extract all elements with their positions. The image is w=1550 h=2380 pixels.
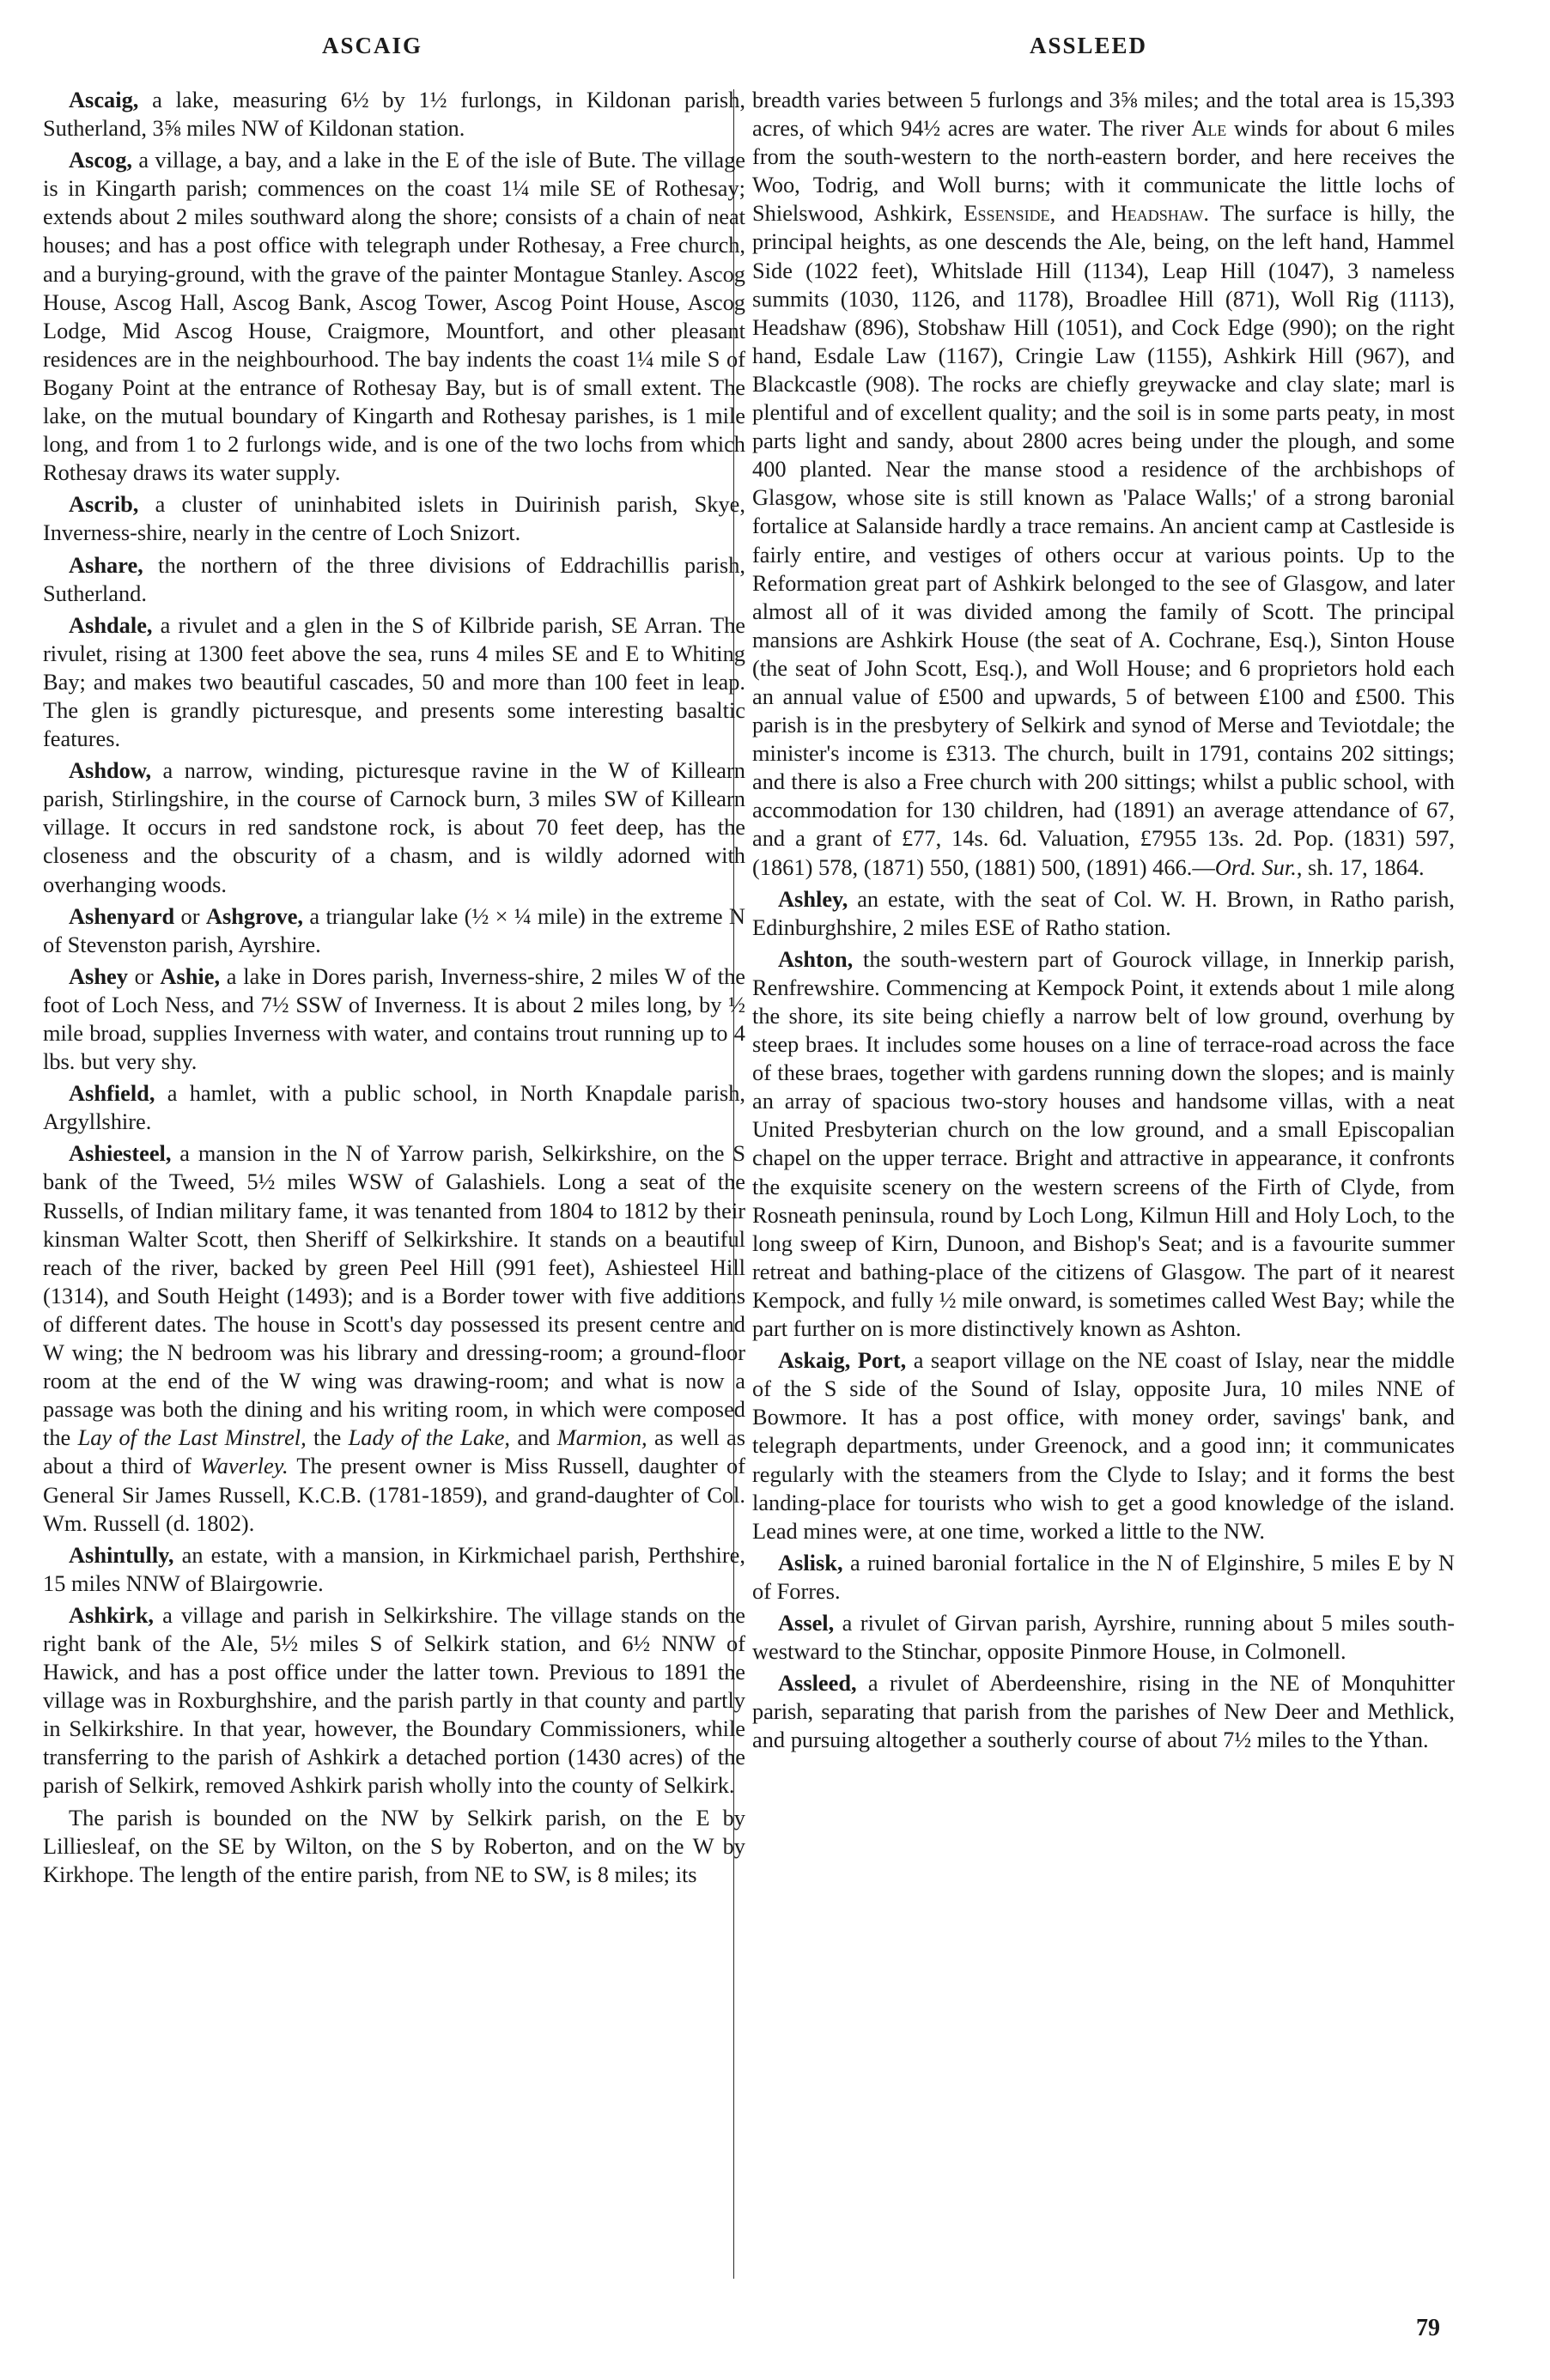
running-header-left: ASCAIG	[322, 33, 423, 58]
entry-ashfield: Ashfield, a hamlet, with a public school, in North Knapdale parish, Argyllshire.	[43, 1080, 745, 1135]
entry-ashenyard: Ashenyard or Ashgrove, a triangular lake (½ × ¼ mile) in the extreme N of Stevenston parish, Ayrshire.	[43, 902, 745, 957]
entry-ashkirk-continued: The parish is bounded on the NW by Selkirk parish, on the E by Lilliesleaf, on the SE by Wilton, on the S by Roberton, and on the W by Kirkhope. The length of the entire parish, from NE to SW, is 8 miles; its	[43, 1804, 745, 1887]
page-number: 79	[1416, 2315, 1440, 2341]
entry-assleed: Assleed, a rivulet of Aberdeenshire, rising in the NE of Monquhitter parish, separating that parish from the parishes of New Deer and Methlick, and pursuing altogether a southerly course of about 7½ miles to the Ythan.	[752, 1670, 1455, 1753]
entry-ashdow: Ashdow, a narrow, winding, picturesque ravine in the W of Killearn parish, Stirlingshire, in the course of Carnock burn, 3 miles SW of Killearn village. It occurs in red sandstone rock, is about 70 feet deep, has the closeness and the obscurity of a chasm, and is wildly adorned with overhanging woods.	[43, 757, 745, 897]
running-header-right: ASSLEED	[1030, 33, 1148, 58]
entry-assel: Assel, a rivulet of Girvan parish, Ayrshire, running about 5 miles south-westward to the Stinchar, opposite Pinmore House, in Colmonell.	[752, 1609, 1455, 1665]
entry-ashkirk-continuation: breadth varies between 5 furlongs and 3⅝ miles; and the total area is 15,393 acres, of which 94½ acres are water. The river Ale winds for about 6 miles from the south-western to the north-eastern border, and here receives the Woo, Todrig, and Woll burns; with it communicate the little lochs of Shielswood, Ashkirk, Essenside, and Headshaw. The surface is hilly, the principal heights, as one descends the Ale, being, on the left hand, Hammel Side (1022 feet), Whitslade Hill (1134), Leap Hill (1047), 3 nameless summits (1030, 1126, and 1178), Broadlee Hill (871), Woll Rig (1113), Headshaw (896), Stobshaw Hill (1051), and Cock Edge (990); on the right hand, Esdale Law (1167), Cringie Law (1155), Ashkirk Hill (967), and Blackcastle (908). The rocks are chiefly greywacke and clay slate; marl is plentiful and of excellent quality; and the soil is in some parts peaty, in most parts light and sandy, about 2800 acres being under the plough, and some 400 planted. Near the manse stood a residence of the archbishops of Glasgow, whose site is still known as 'Palace Walls;' of a strong baronial fortalice at Salanside hardly a trace remains. An ancient camp at Castleside is fairly entire, and vestiges of others occur at various points. Up to the Reformation great part of Ashkirk belonged to the see of Glasgow, and later almost all of it was divided among the family of Scott. The principal mansions are Ashkirk House (the seat of A. Cochrane, Esq.), Sinton House (the seat of John Scott, Esq.), and Woll House; and 6 proprietors hold each an annual value of £500 and upwards, 5 of between £100 and £500. This parish is in the presbytery of Selkirk and synod of Merse and Teviotdale; the minister's income is £313. The church, built in 1791, contains 202 sittings; and there is also a Free church with 200 sittings; whilst a public school, with accommodation for 130 children, had (1891) an average attendance of 67, and a grant of £77, 14s. 6d. Valuation, £7955 13s. 2d. Pop. (1831) 597, (1861) 578, (1871) 550, (1881) 500, (1891) 466.—Ord. Sur., sh. 17, 1864.	[752, 87, 1455, 880]
entry-ashey: Ashey or Ashie, a lake in Dores parish, Inverness-shire, 2 miles W of the foot of Loch Ness, and 7½ SSW of Inverness. It is about 2 miles long, by ½ mile broad, supplies Inverness with water, and contains trout running up to 4 lbs. but very shy.	[43, 962, 745, 1075]
entry-ashton: Ashton, the south-western part of Gourock village, in Innerkip parish, Renfrewshire. Commencing at Kempock Point, it extends about 1 mile along the shore, its site being chiefly a narrow belt of low ground, overhung by steep braes. It includes some houses on a line of terrace-road across the face of these braes, together with gardens running down the slopes; and is mainly an array of spacious two-story houses and handsome villas, with a neat United Presbyterian church on the low ground, and a small Episcopalian chapel on the upper terrace. Bright and attractive in appearance, it confronts the exquisite scenery on the western screens of the Firth of Clyde, from Rosneath peninsula, round by Loch Long, Kilmun Hill and Holy Loch, to the long sweep of Kirn, Dunoon, and Bishop's Seat; and is a favourite summer retreat and bathing-place of the citizens of Glasgow. The part of it nearest Kempock, and fully ½ mile onward, is sometimes called West Bay; while the part further on is more distinctively known as Ashton.	[752, 945, 1455, 1342]
entry-ashiesteel: Ashiesteel, a mansion in the N of Yarrow parish, Selkirkshire, on the S bank of the Tweed, 5½ miles WSW of Galashiels. Long a seat of the Russells, of Indian military fame, it was tenanted from 1804 to 1812 by their kinsman Walter Scott, then Sheriff of Selkirkshire. It stands on a beautiful reach of the river, backed by green Peel Hill (991 feet), Ashiesteel Hill (1314), and South Height (1493); and is a Border tower with five additions of different dates. The house in Scott's day possessed its present centre and W wing; the N bedroom was his library and dressing-room; a ground-floor room at the end of the W wing was drawing-room; and what is now a passage was both the dining and his writing room, in which were composed the Lay of the Last Minstrel, the Lady of the Lake, and Marmion, as well as about a third of Waverley. The present owner is Miss Russell, daughter of General Sir James Russell, K.C.B. (1781-1859), and grand-daughter of Col. Wm. Russell (d. 1802).	[43, 1140, 745, 1536]
entry-aslisk: Aslisk, a ruined baronial fortalice in the N of Elginshire, 5 miles E by N of Forres.	[752, 1549, 1455, 1604]
entry-ascrib: Ascrib, a cluster of uninhabited islets in Duirinish parish, Skye, Inverness-shire, nearly in the centre of Loch Snizort.	[43, 491, 745, 546]
entry-askaig-port: Askaig, Port, a seaport village on the NE coast of Islay, near the middle of the S side of the Sound of Islay, opposite Jura, 10 miles NNE of Bowmore. It has a post office, with money order, savings' bank, and telegraph departments, under Greenock, and a good inn; it communicates regularly with the steamers from the Clyde to Islay; and it forms the best landing-place for tourists who wish to get a good knowledge of the island. Lead mines were, at one time, worked a little to the NW.	[752, 1347, 1455, 1544]
right-column	[752, 86, 1455, 1758]
entry-ashley: Ashley, an estate, with the seat of Col. W. H. Brown, in Ratho parish, Edinburghshire, 2 miles ESE of Ratho station.	[752, 885, 1455, 940]
entry-ashintully: Ashintully, an estate, with a mansion, in Kirkmichael parish, Perthshire, 15 miles NNW of Blairgowrie.	[43, 1541, 745, 1596]
entry-ascaig: Ascaig, a lake, measuring 6½ by 1½ furlongs, in Kildonan parish, Sutherland, 3⅝ miles NW of Kildonan station.	[43, 87, 745, 142]
entry-ashdale: Ashdale, a rivulet and a glen in the S of Kilbride parish, SE Arran. The rivulet, rising at 1300 feet above the sea, runs 4 miles SE and E to Whiting Bay; and makes two beautiful cascades, 50 and more than 100 feet in leap. The glen is grandly picturesque, and presents some interesting basaltic features.	[43, 611, 745, 752]
entry-ascog: Ascog, a village, a bay, and a lake in the E of the isle of Bute. The village is in Kingarth parish; commences on the coast 1¼ mile SE of Rothesay; extends about 2 miles southward along the shore; consists of a chain of neat houses; and has a post office with telegraph under Rothesay, a Free church, and a burying-ground, with the grave of the painter Montague Stanley. Ascog House, Ascog Hall, Ascog Bank, Ascog Tower, Ascog Point House, Ascog Lodge, Mid Ascog House, Craigmore, Mountfort, and other pleasant residences are in the neighbourhood. The bay indents the coast 1¼ mile S of Bogany Point at the entrance of Rothesay Bay, but is of small extent. The lake, on the mutual boundary of Kingarth and Rothesay parishes, is 1 mile long, and from 1 to 2 furlongs wide, and is one of the two lochs from which Rothesay draws its water supply.	[43, 147, 745, 486]
entry-ashkirk: Ashkirk, a village and parish in Selkirkshire. The village stands on the right bank of the Ale, 5½ miles S of Selkirk station, and 6½ NNW of Hawick, and has a post office under the latter town. Previous to 1891 the village was in Roxburghshire, and the parish partly in that county and partly in Selkirkshire. In that year, however, the Boundary Commissioners, while transferring to the parish of Ashkirk a detached portion (1430 acres) of the parish of Selkirk, removed Ashkirk parish wholly into the county of Selkirk.	[43, 1601, 745, 1799]
entry-ashare: Ashare, the northern of the three divisions of Eddrachillis parish, Sutherland.	[43, 551, 745, 606]
left-column	[43, 86, 745, 1892]
